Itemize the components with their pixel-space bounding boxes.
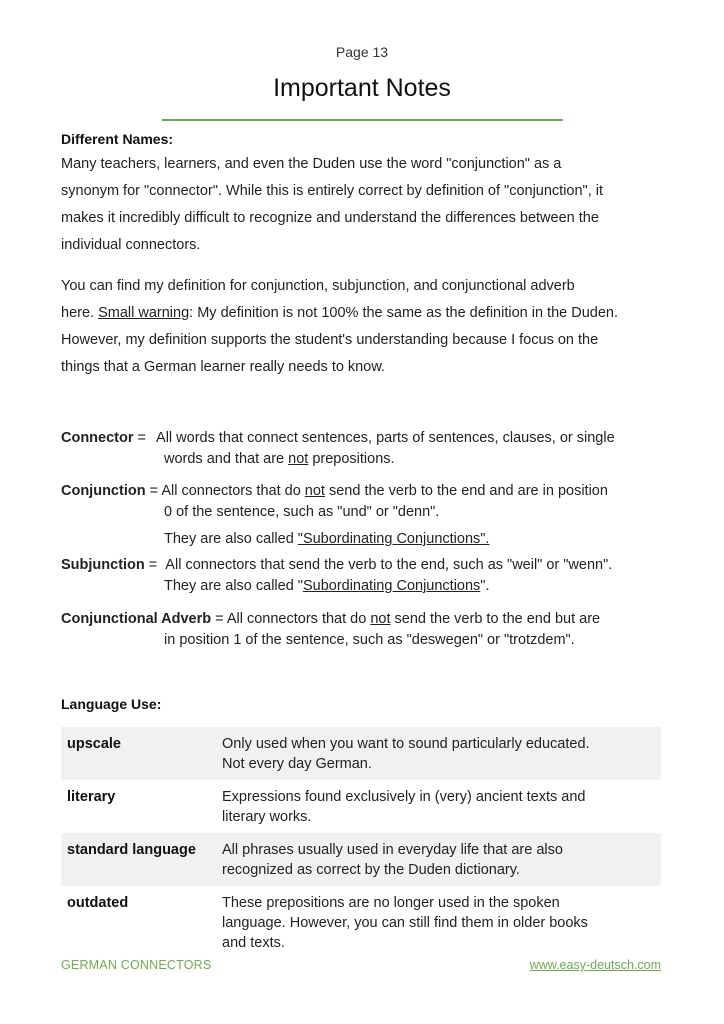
paragraph-line: You can find my definition for conjunction, subjunction, and conjunctional adverb — [61, 278, 575, 294]
definition-conjunction — [61, 481, 671, 550]
page-number: Page 13 — [335, 44, 389, 60]
definition-text: prepositions. — [308, 451, 395, 467]
paragraph-line: individual connectors. — [61, 237, 201, 253]
page-title: Important Notes — [273, 74, 451, 102]
description-line: Only used when you want to sound particularly educated. — [222, 736, 590, 752]
definition-text: 0 of the sentence, such as "und" or "denn". — [164, 504, 440, 520]
description-line: All phrases usually used in everyday life that are also — [222, 842, 563, 858]
definition-text: in position 1 of the sentence, such as "deswegen" or "trotzdem". — [164, 632, 575, 648]
table-row — [61, 780, 661, 833]
subordinating-conjunctions-link[interactable]: Subordinating Conjunctions — [302, 578, 481, 594]
definition-text: words and that are — [164, 451, 289, 467]
description-line: Expressions found exclusively in (very) ancient texts and — [222, 789, 586, 805]
different-names-heading: Different Names: — [61, 131, 174, 147]
here-link[interactable]: here. — [61, 305, 95, 321]
paragraph-line: things that a German learner really needs to know. — [61, 359, 386, 375]
table-row — [61, 886, 661, 959]
register-description — [216, 886, 661, 959]
table-row — [61, 727, 661, 780]
paragraph-line: However, my definition supports the student's understanding because I focus on the — [61, 332, 599, 348]
register-term: literary — [67, 789, 116, 805]
term-label: Conjunction — [61, 483, 146, 499]
description-line: These prepositions are no longer used in the spoken — [222, 895, 560, 911]
definition-connector — [61, 428, 671, 470]
equals-sign: = — [211, 611, 227, 627]
term-label: Subjunction — [61, 557, 145, 573]
definition-text: All connectors that send the verb to the end, such as "weil" or "wenn". — [165, 557, 613, 573]
definition-conjunctional-adverb — [61, 609, 671, 651]
term-label: Connector — [61, 430, 134, 446]
not-emphasis: not — [288, 451, 309, 467]
description-line: recognized as correct by the Duden dictionary. — [222, 862, 520, 878]
register-term: upscale — [61, 727, 216, 780]
register-term: standard language — [61, 833, 216, 886]
definition-note-paragraph — [61, 273, 671, 381]
subordinating-conjunctions-link[interactable]: "Subordinating Conjunctions". — [297, 531, 490, 547]
description-line: and texts. — [222, 935, 285, 951]
definition-text: ". — [480, 578, 490, 594]
different-names-paragraph — [61, 151, 671, 259]
register-description — [216, 833, 661, 886]
equals-sign: = — [133, 430, 151, 446]
paragraph-line: makes it incredibly difficult to recognize and understand the differences between the — [61, 210, 599, 226]
definition-text: They are also called " — [164, 578, 303, 594]
register-term: outdated — [67, 895, 129, 911]
warning-text: : My definition is not 100% the same as the definition in the Duden. — [189, 305, 618, 321]
definition-text: send the verb to the end but are — [390, 611, 601, 627]
footer-book-title: GERMAN CONNECTORS — [61, 958, 212, 972]
description-line: Not every day German. — [222, 756, 372, 772]
definition-text: All words that connect sentences, parts of sentences, clauses, or single — [156, 430, 615, 446]
register-description — [216, 727, 661, 780]
paragraph-line — [61, 300, 671, 327]
definition-subjunction — [61, 555, 671, 597]
term-label: Conjunctional Adverb — [61, 611, 212, 627]
description-line: literary works. — [222, 809, 312, 825]
title-divider — [162, 119, 563, 121]
small-warning-label: Small warning — [98, 305, 190, 321]
table-row — [61, 833, 661, 886]
language-use-table — [61, 727, 661, 959]
not-emphasis: not — [304, 483, 325, 499]
definition-text: They are also called — [164, 531, 298, 547]
definition-text: All connectors that do — [161, 483, 305, 499]
paragraph-line: Many teachers, learners, and even the Duden use the word "conjunction" as a — [61, 156, 562, 172]
description-line: language. However, you can still find them in older books — [222, 915, 588, 931]
definition-text: send the verb to the end and are in position — [324, 483, 608, 499]
language-use-heading: Language Use: — [61, 696, 162, 712]
equals-sign: = — [144, 557, 162, 573]
equals-sign: = — [145, 483, 162, 499]
footer-website-link[interactable]: www.easy-deutsch.com — [529, 958, 661, 972]
not-emphasis: not — [370, 611, 391, 627]
paragraph-line: synonym for "connector". While this is entirely correct by definition of "conjunction", it — [61, 183, 604, 199]
register-description — [216, 780, 661, 833]
definition-text: All connectors that do — [226, 611, 371, 627]
